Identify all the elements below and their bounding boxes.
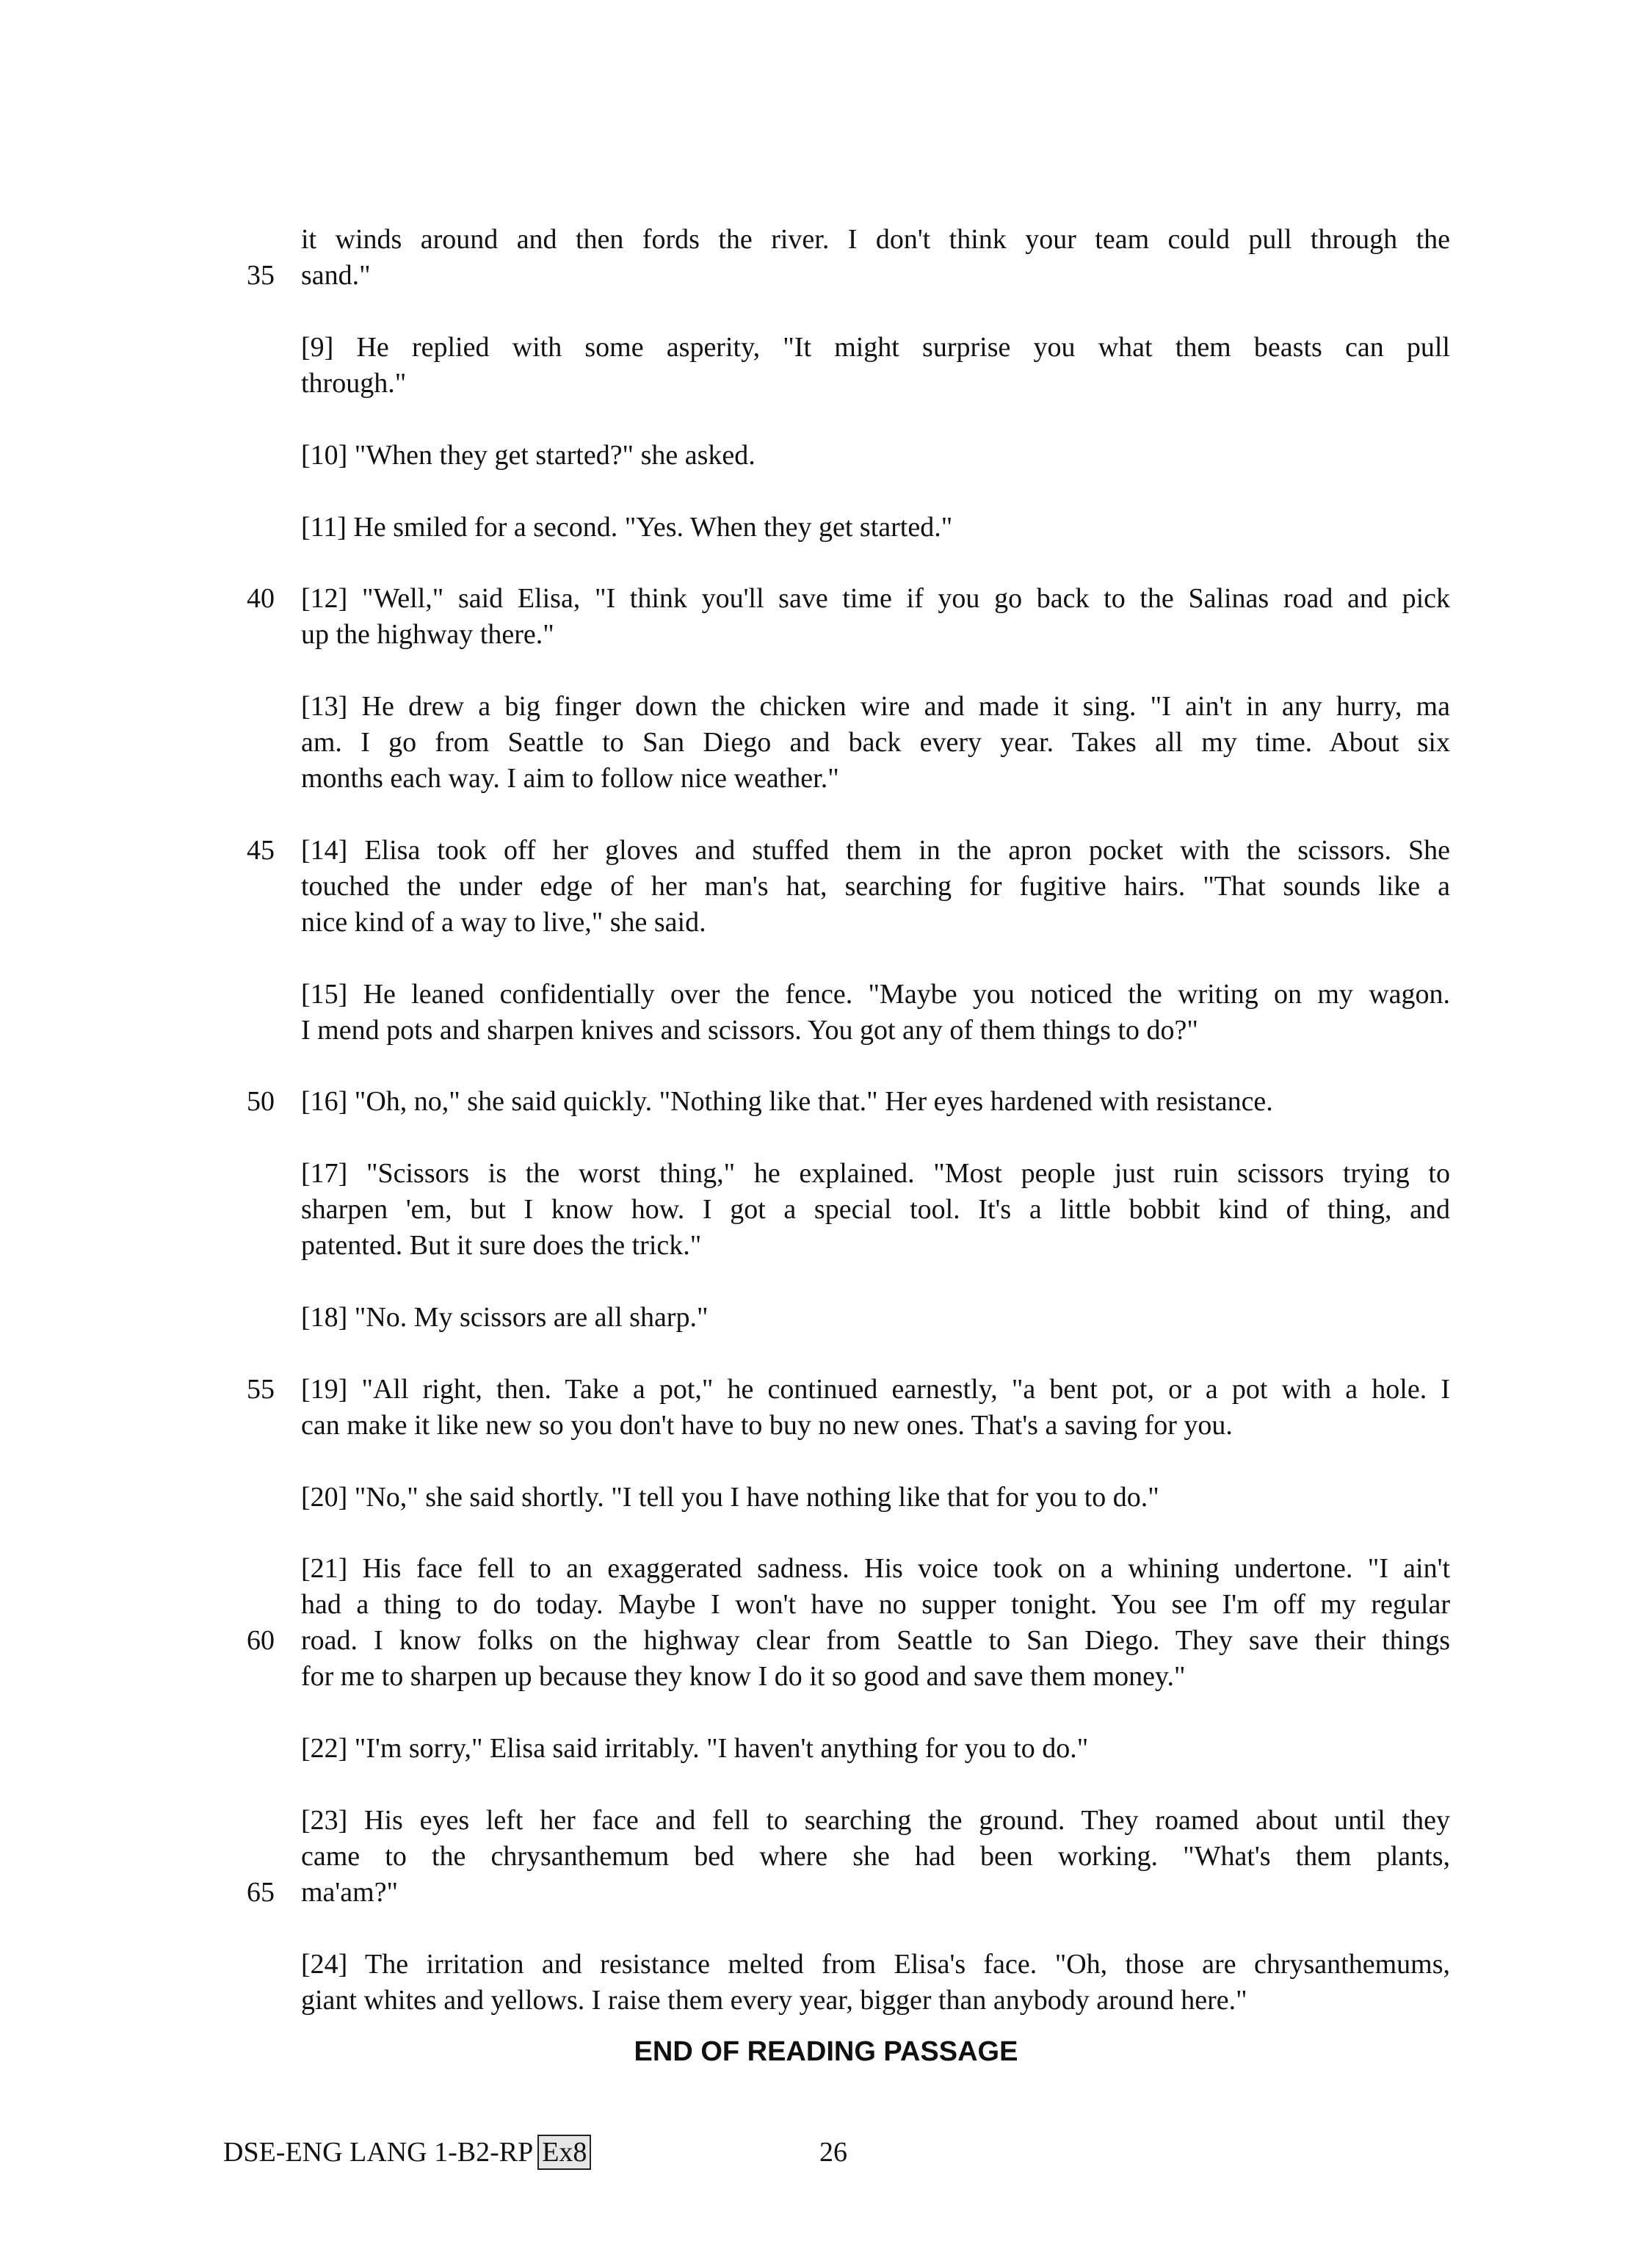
text-line: [11] He smiled for a second. "Yes. When they get started.": [301, 512, 953, 543]
text-line: for me to sharpen up because they know I do it so good and save them money.": [301, 1661, 1186, 1692]
line-number-40: 40: [247, 583, 275, 614]
paragraph-23: [301, 1803, 1450, 1911]
text-line: [21] His face fell to an exaggerated sadness. His voice took on a whining undertone. "I ain't: [301, 1553, 1450, 1584]
text-line: [23] His eyes left her face and fell to searching the ground. They roamed about until they: [301, 1805, 1450, 1836]
paragraph-12: [301, 581, 1450, 653]
text-line: [24] The irritation and resistance melted from Elisa's face. "Oh, those are chrysanthemums,: [301, 1949, 1450, 1980]
paragraph-19: [301, 1372, 1450, 1444]
paragraph-10: [301, 438, 1450, 474]
text-line: [15] He leaned confidentially over the fence. "Maybe you noticed the writing on my wagon.: [301, 979, 1450, 1010]
paper-code-box: Ex8: [537, 2135, 591, 2170]
text-line: [19] "All right, then. Take a pot," he continued earnestly, "a bent pot, or a pot with a hole. I: [301, 1374, 1450, 1405]
line-number-65: 65: [247, 1877, 275, 1908]
text-line: giant whites and yellows. I raise them every year, bigger than anybody around here.": [301, 1985, 1247, 2016]
text-line: had a thing to do today. Maybe I won't have no supper tonight. You see I'm off my regular: [301, 1589, 1450, 1620]
text-line: road. I know folks on the highway clear from Seattle to San Diego. They save their things: [301, 1625, 1450, 1656]
paragraph-18: [301, 1300, 1450, 1336]
text-line: [14] Elisa took off her gloves and stuffed them in the apron pocket with the scissors. She: [301, 835, 1450, 866]
text-line: sharpen 'em, but I know how. I got a special tool. It's a little bobbit kind of thing, and: [301, 1194, 1450, 1225]
text-line: [9] He replied with some asperity, "It might surprise you what them beasts can pull: [301, 332, 1450, 363]
paragraph-9: [301, 330, 1450, 402]
text-line: [12] "Well," said Elisa, "I think you'll save time if you go back to the Salinas road and pick: [301, 583, 1450, 614]
text-line: came to the chrysanthemum bed where she had been working. "What's them plants,: [301, 1841, 1450, 1872]
paragraph-15: [301, 977, 1450, 1049]
text-line: it winds around and then fords the river. I don't think your team could pull through the: [301, 224, 1450, 255]
text-line: sand.": [301, 260, 371, 291]
text-line: am. I go from Seattle to San Diego and back every year. Takes all my time. About six: [301, 727, 1450, 758]
text-line: [13] He drew a big finger down the chicken wire and made it sing. "I ain't in any hurry, ma: [301, 691, 1450, 722]
paragraph-21: [301, 1551, 1450, 1695]
text-line: months each way. I aim to follow nice weather.": [301, 763, 839, 794]
text-line: [16] "Oh, no," she said quickly. "Nothing like that." Her eyes hardened with resistance.: [301, 1086, 1273, 1117]
footer-code: [223, 2133, 591, 2171]
text-line: patented. But it sure does the trick.": [301, 1230, 702, 1261]
text-line: [20] "No," she said shortly. "I tell you I have nothing like that for you to do.": [301, 1482, 1159, 1513]
end-of-passage-heading: END OF READING PASSAGE: [634, 2036, 1018, 2067]
paragraph-20: [301, 1480, 1450, 1516]
text-line: through.": [301, 368, 407, 399]
paper-code: DSE-ENG LANG 1-B2-RP: [223, 2137, 534, 2168]
text-line: ma'am?": [301, 1877, 399, 1908]
text-line: up the highway there.": [301, 619, 554, 650]
paragraph-14: [301, 833, 1450, 941]
text-line: touched the under edge of her man's hat, searching for fugitive hairs. "That sounds like a: [301, 871, 1450, 902]
line-number-45: 45: [247, 835, 275, 866]
paragraph-17: [301, 1156, 1450, 1264]
text-line: [10] "When they get started?" she asked.: [301, 440, 756, 471]
text-line: [18] "No. My scissors are all sharp.": [301, 1302, 709, 1333]
line-number-35: 35: [247, 260, 275, 291]
line-number-50: 50: [247, 1086, 275, 1117]
text-line: can make it like new so you don't have to buy no new ones. That's a saving for you.: [301, 1410, 1233, 1441]
paragraph-continuation: [301, 222, 1450, 294]
paragraph-24: [301, 1947, 1450, 2019]
text-line: nice kind of a way to live," she said.: [301, 907, 706, 938]
page-number: 26: [819, 2137, 847, 2168]
paragraph-16: [301, 1084, 1450, 1120]
paragraph-11: [301, 510, 1450, 546]
line-number-60: 60: [247, 1625, 275, 1656]
text-line: I mend pots and sharpen knives and scissors. You got any of them things to do?": [301, 1015, 1198, 1046]
line-number-55: 55: [247, 1374, 275, 1405]
paragraph-22: [301, 1731, 1450, 1767]
paragraph-13: [301, 689, 1450, 797]
text-line: [17] "Scissors is the worst thing," he explained. "Most people just ruin scissors trying to: [301, 1158, 1450, 1189]
text-line: [22] "I'm sorry," Elisa said irritably. "I haven't anything for you to do.": [301, 1733, 1089, 1764]
